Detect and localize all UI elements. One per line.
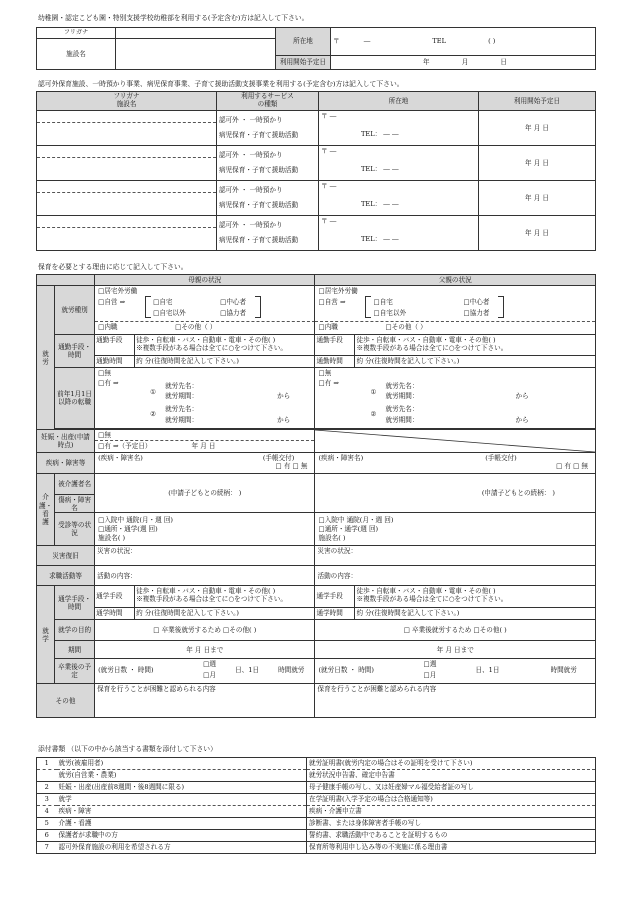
period-label: 期間 <box>55 641 95 659</box>
job-period-2: 就労期間： <box>165 416 199 425</box>
father-piecework[interactable]: □内職 <box>318 323 338 332</box>
mother-commute-time[interactable]: 約 分(往復時間を記入して下さい。) <box>136 357 239 366</box>
service-date[interactable]: 年 月 日 <box>479 180 596 215</box>
service-opt-1[interactable]: 認可外 ・ 一時預かり <box>219 221 283 230</box>
attachment-no: 4 <box>37 806 57 818</box>
after-grad-hours: 時間就労 <box>550 666 577 675</box>
facility-name-label: 施設名 <box>37 38 116 69</box>
attachment-left: 妊娠・出産(出産前8週間・後8週間に限る) <box>57 782 307 794</box>
location-label: 所在地 <box>276 28 331 56</box>
mother-commute-means[interactable]: 徒歩・自転車・バス・自動車・電車・その他( ) <box>136 336 276 345</box>
circle-2: ② <box>150 410 157 419</box>
service-opt-1[interactable]: 認可外 ・ 一時預かり <box>219 151 283 160</box>
attachment-no: 3 <box>37 794 57 806</box>
start-date-field[interactable] <box>331 55 596 69</box>
month-label: 月 <box>461 58 469 67</box>
mother-employed[interactable]: □居宅外労働 <box>98 287 138 296</box>
handbook: (手帳交付) <box>485 454 517 463</box>
location-field[interactable] <box>331 28 596 56</box>
attachment-left: 就学 <box>57 794 307 806</box>
attachment-no <box>37 770 57 782</box>
service-opt-2[interactable]: 病児保育・子育て援助活動 <box>219 235 299 244</box>
col-service-1: 利用するサービス <box>241 92 294 100</box>
care-status-label: 受診等の状況 <box>55 513 95 546</box>
mother-main[interactable]: □中心者 <box>220 298 247 307</box>
attachment-right: 疾病・介護申立書 <box>307 806 596 818</box>
attachment-left: 認可外保育施設の利用を希望される方 <box>57 842 307 854</box>
attachment-left: 就労(被雇用者) <box>57 758 307 770</box>
mother-school-means-label: 通学手段 <box>95 586 135 607</box>
mother-self-employed[interactable]: □自営 ⇒ <box>98 298 126 307</box>
mother-commute-note: ※複数手段がある場合は全てに○をつけて下さい。 <box>136 344 287 353</box>
father-commute[interactable] <box>315 335 596 368</box>
service-postal: 〒 ― <box>321 216 337 225</box>
col-location: 所在地 <box>319 92 479 111</box>
after-grad-hours: 時間就労 <box>278 666 305 675</box>
service-row <box>37 180 596 215</box>
father-helper[interactable]: □協力者 <box>463 309 490 318</box>
after-grad-week[interactable]: □週 <box>203 660 216 669</box>
disaster-label: 災害復旧 <box>37 546 95 566</box>
postal-mark: 〒 <box>333 37 340 46</box>
father-commute-means[interactable]: 徒歩・自転車・バス・自動車・電車・その他( ) <box>356 336 496 345</box>
father-disaster[interactable]: 災害の状況： <box>315 546 596 566</box>
attachment-right: 在学証明書(入学予定の場合は合格通知等) <box>307 794 596 806</box>
attachment-left: 疾病・障害 <box>57 806 307 818</box>
service-tel: TEL： ― ― <box>361 130 399 139</box>
father-relation[interactable]: (申請子どもとの続柄： ) <box>315 474 596 513</box>
postal-dash: ― <box>363 37 371 46</box>
service-row <box>37 110 596 145</box>
service-opt-2[interactable]: 病児保育・子育て援助活動 <box>219 200 299 209</box>
mother-period[interactable]: 年 月 日まで <box>95 641 315 659</box>
father-school-means[interactable]: 徒歩・自転車・バス・自動車・電車・その他( ) <box>356 587 496 596</box>
attachment-left: 保護者が求職中の方 <box>57 830 307 842</box>
sec3-note: 保育を必要とする理由に応じて記入して下さい。 <box>38 263 188 271</box>
father-prevjob-none[interactable]: □無 <box>318 369 332 378</box>
furigana-field[interactable] <box>116 28 276 39</box>
attachment-no: 7 <box>37 842 57 854</box>
from-2: から <box>277 416 291 425</box>
father-other-reason[interactable]: 保育を行うことが困難と認められる内容 <box>315 684 596 718</box>
col-service-2: の種類 <box>257 99 278 108</box>
handbook-yes-no[interactable]: □ 有 □ 無 <box>556 462 588 471</box>
attachment-row <box>37 842 596 854</box>
job-period-2: 就労期間： <box>385 416 419 425</box>
mother-after-grad[interactable] <box>95 659 315 684</box>
attachment-no: 5 <box>37 818 57 830</box>
mother-school-time-label: 通学時間 <box>95 608 135 619</box>
tel-label: TEL <box>432 37 446 46</box>
attachment-no: 6 <box>37 830 57 842</box>
start-date-label: 利用開始予定日 <box>276 55 331 69</box>
circle-1: ① <box>370 388 377 397</box>
mother-home[interactable]: □自宅 <box>153 298 173 307</box>
after-grad-day-hours: 日、1日 <box>475 666 500 675</box>
illness-name: (疾病・障害名) <box>318 454 364 463</box>
service-opt-2[interactable]: 病児保育・子育て援助活動 <box>219 130 299 139</box>
father-employed[interactable]: □居宅外労働 <box>318 287 358 296</box>
commute-label: 通勤手段・時間 <box>55 335 95 368</box>
job-dest-1: 就労先名： <box>385 382 419 391</box>
reason-table <box>36 274 596 718</box>
mother-commute-means-label: 通勤手段 <box>95 335 135 355</box>
handbook-yes-no[interactable]: □ 有 □ 無 <box>275 462 308 471</box>
father-school-time[interactable]: 約 分(往復時間を記入して下さい。) <box>356 609 460 618</box>
attachment-right: 就労状況申告書、確定申告書 <box>307 770 596 782</box>
job-dest-1: 就労先名： <box>165 382 199 391</box>
from-1: から <box>277 392 291 401</box>
tel-paren: ( ) <box>488 37 496 46</box>
handbook: (手帳交付) <box>262 454 295 463</box>
father-after-grad[interactable] <box>315 659 596 684</box>
father-commute-time-label: 通勤時間 <box>315 356 355 367</box>
illness-label: 疾病・障害等 <box>37 453 95 474</box>
service-opt-1[interactable]: 認可外 ・ 一時預かり <box>219 116 283 125</box>
circle-1: ① <box>150 388 157 397</box>
service-tel: TEL： ― ― <box>361 235 399 244</box>
mother-school-means[interactable]: 徒歩・自転車・バス・自動車・電車・その他( ) <box>136 587 276 596</box>
year-label: 年 <box>423 58 430 67</box>
mother-helper[interactable]: □協力者 <box>220 309 247 318</box>
job-dest-2: 就労先名： <box>165 405 199 414</box>
father-study-purpose[interactable]: □ 卒業後就労するため □その他( ) <box>315 620 596 641</box>
after-grad-days: (就労日数 ・ 時間) <box>318 666 374 675</box>
after-grad-month[interactable]: □月 <box>203 671 216 680</box>
service-date[interactable]: 年 月 日 <box>479 215 596 250</box>
mother-commute-time-label: 通勤時間 <box>95 356 135 367</box>
day-label: 日 <box>500 58 507 67</box>
commute-school-label: 通学手段・時間 <box>55 586 95 620</box>
mother-prevjob-none[interactable]: □無 <box>98 369 111 378</box>
care-hospitalized[interactable]: □入院中 通院(月・週 回) <box>98 515 174 524</box>
study-group-label: 就学 <box>37 586 55 684</box>
service-opt-1[interactable]: 認可外 ・ 一時預かり <box>219 186 283 195</box>
attachment-row <box>37 794 596 806</box>
nursery-service-table <box>36 91 596 251</box>
col-start: 利用開始予定日 <box>479 92 596 111</box>
father-work-type[interactable] <box>315 286 596 335</box>
after-grad-week[interactable]: □週 <box>423 660 437 669</box>
cared-person-label: 被介護者名 <box>55 474 95 495</box>
mother-disaster[interactable]: 災害の状況： <box>95 546 315 566</box>
father-prevjob-yes[interactable]: □有 ⇒ <box>318 379 339 388</box>
mother-study-purpose[interactable]: □ 卒業後就労するため □その他( ) <box>95 620 315 641</box>
attachment-right: 母子健康手帳の写し、又は妊産婦マル福受給者証の写し <box>307 782 596 794</box>
col-name-furigana: フリガナ <box>113 92 140 100</box>
care-visiting[interactable]: □通所・通学(週 回) <box>98 524 158 533</box>
father-preg-na <box>315 430 596 453</box>
after-grad-day-hours: 日、1日 <box>235 666 260 675</box>
preg-yes[interactable]: □有 ⇒（予定日） <box>98 442 152 451</box>
kindergarten-table <box>36 27 596 70</box>
father-jobhunt[interactable]: 活動の内容： <box>315 566 596 586</box>
sec1-note: 幼稚園・認定こども園・特別支援学校幼稚部を利用する(予定含む)方は記入して下さい。 <box>38 14 309 22</box>
service-name-field[interactable] <box>37 215 217 250</box>
father-school-note: ※複数手段がある場合は全てに○をつけて下さい。 <box>356 595 508 604</box>
mother-work-type[interactable] <box>95 286 315 335</box>
father-prev-job[interactable] <box>315 368 596 429</box>
father-other[interactable]: □その他（ ） <box>385 323 427 332</box>
from-1: から <box>515 392 529 401</box>
mother-header: 母親の状況 <box>95 275 315 286</box>
work-type-label: 就労種別 <box>55 286 95 335</box>
father-care-status[interactable] <box>315 513 596 546</box>
attachment-right: 診断書、または身体障害者手帳の写し <box>307 818 596 830</box>
service-opt-2[interactable]: 病児保育・子育て援助活動 <box>219 165 299 174</box>
work-group-label: 就労 <box>37 286 55 430</box>
father-school-commute[interactable] <box>315 586 596 620</box>
other-label: その他 <box>37 684 95 718</box>
circle-2: ② <box>370 410 377 419</box>
service-row <box>37 145 596 180</box>
attachment-right: 就労証明書(就労内定の場合はその証明を受けて下さい) <box>307 758 596 770</box>
attachment-row <box>37 806 596 818</box>
mother-illness[interactable] <box>95 453 315 474</box>
job-dest-2: 就労先名： <box>385 405 419 414</box>
service-name-field[interactable] <box>37 110 217 145</box>
attachment-left: 就労(自営業・農業) <box>57 770 307 782</box>
mother-school-note: ※複数手段がある場合は全てに○をつけて下さい。 <box>136 595 287 604</box>
service-tel: TEL： ― ― <box>361 200 399 209</box>
attachment-row <box>37 830 596 842</box>
father-school-means-label: 通学手段 <box>315 586 355 607</box>
father-main[interactable]: □中心者 <box>463 298 490 307</box>
attachment-left: 介護・看護 <box>57 818 307 830</box>
study-purpose-label: 就学の目的 <box>55 620 95 641</box>
job-period-1: 就労期間： <box>165 392 199 401</box>
mother-preg[interactable] <box>95 430 315 453</box>
preg-label: 妊娠・出産(申請時点) <box>37 430 95 453</box>
attachment-row <box>37 818 596 830</box>
care-facility[interactable]: 施設名( ) <box>98 533 126 542</box>
father-header: 父親の状況 <box>315 275 596 286</box>
mother-other-reason[interactable]: 保育を行うことが困難と認められる内容 <box>95 684 315 718</box>
from-2: から <box>515 416 529 425</box>
father-commute-note: ※複数手段がある場合は全てに○をつけて下さい。 <box>356 344 508 353</box>
service-postal: 〒 ― <box>321 181 337 190</box>
mother-commute[interactable] <box>95 335 315 368</box>
jobhunt-label: 求職活動等 <box>37 566 95 586</box>
attachment-row <box>37 782 596 794</box>
mother-care-status[interactable] <box>95 513 315 546</box>
illness-name: (疾病・障害名) <box>98 454 143 463</box>
mother-relation[interactable]: (申請子どもとの続柄： ) <box>95 474 315 513</box>
attachment-row <box>37 770 596 782</box>
father-illness[interactable] <box>315 453 596 474</box>
facility-name-field[interactable] <box>116 38 276 69</box>
after-grad-month[interactable]: □月 <box>423 671 437 680</box>
father-home[interactable]: □自宅 <box>373 298 393 307</box>
service-name-field[interactable] <box>37 180 217 215</box>
cared-illness-label: 傷病・障害名 <box>55 495 95 513</box>
attach-title: 添付書類 （以下の中から該当する書類を添付して下さい） <box>38 745 217 753</box>
service-row <box>37 215 596 250</box>
attachment-right: 保育所等利用申し込み等の不実施に係る理由書 <box>307 842 596 854</box>
service-date[interactable]: 年 月 日 <box>479 110 596 145</box>
prev-job-label: 前年1月1日以降の転職 <box>55 368 95 429</box>
father-school-time-label: 通学時間 <box>315 608 355 619</box>
care-hospitalized[interactable]: □入院中 通院(月・週 回) <box>318 515 394 524</box>
mother-prevjob-yes[interactable]: □有 ⇒ <box>98 379 119 388</box>
mother-outside-home[interactable]: □自宅以外 <box>153 309 186 318</box>
attachment-row <box>37 758 596 770</box>
mother-school-time[interactable]: 約 分(往復時間を記入して下さい。) <box>136 609 239 618</box>
care-group-label: 介護・看護 <box>37 474 55 546</box>
col-name: 施設名 <box>116 99 137 108</box>
father-period[interactable]: 年 月 日まで <box>315 641 596 659</box>
service-postal: 〒 ― <box>321 146 337 155</box>
service-postal: 〒 ― <box>321 111 337 120</box>
after-grad-label: 卒業後の予定 <box>55 659 95 684</box>
mother-prev-job[interactable] <box>95 368 315 429</box>
attachment-no: 1 <box>37 758 57 770</box>
preg-date[interactable]: 年 月 日 <box>191 442 216 451</box>
furigana-label: フリガナ <box>37 28 116 39</box>
service-tel: TEL： ― ― <box>361 165 399 174</box>
after-grad-days: (就労日数 ・ 時間) <box>98 666 154 675</box>
father-commute-means-label: 通勤手段 <box>315 335 355 355</box>
care-visiting[interactable]: □通所・通学(週 回) <box>318 524 379 533</box>
service-name-field[interactable] <box>37 145 217 180</box>
job-period-1: 就労期間： <box>385 392 419 401</box>
attachments-table <box>36 757 596 854</box>
mother-other[interactable]: □その他（ ） <box>175 323 217 332</box>
mother-jobhunt[interactable]: 活動の内容： <box>95 566 315 586</box>
father-self-employed[interactable]: □自営 ⇒ <box>318 298 346 307</box>
mother-school-commute[interactable] <box>95 586 315 620</box>
father-commute-time[interactable]: 約 分(往復時間を記入して下さい。) <box>356 357 460 366</box>
preg-none[interactable]: □無 <box>95 430 314 441</box>
father-outside-home[interactable]: □自宅以外 <box>373 309 407 318</box>
attachment-right: 誓約書、求職活動中であることを証明するもの <box>307 830 596 842</box>
mother-piecework[interactable]: □内職 <box>98 323 118 332</box>
attachment-no: 2 <box>37 782 57 794</box>
care-facility[interactable]: 施設名( ) <box>318 533 346 542</box>
sec2-note: 認可外保育施設、一時預かり事業、病児保育事業、子育て援助活動支援事業を利用する(予定含む)方は記入して下さい。 <box>38 80 404 88</box>
service-date[interactable]: 年 月 日 <box>479 145 596 180</box>
